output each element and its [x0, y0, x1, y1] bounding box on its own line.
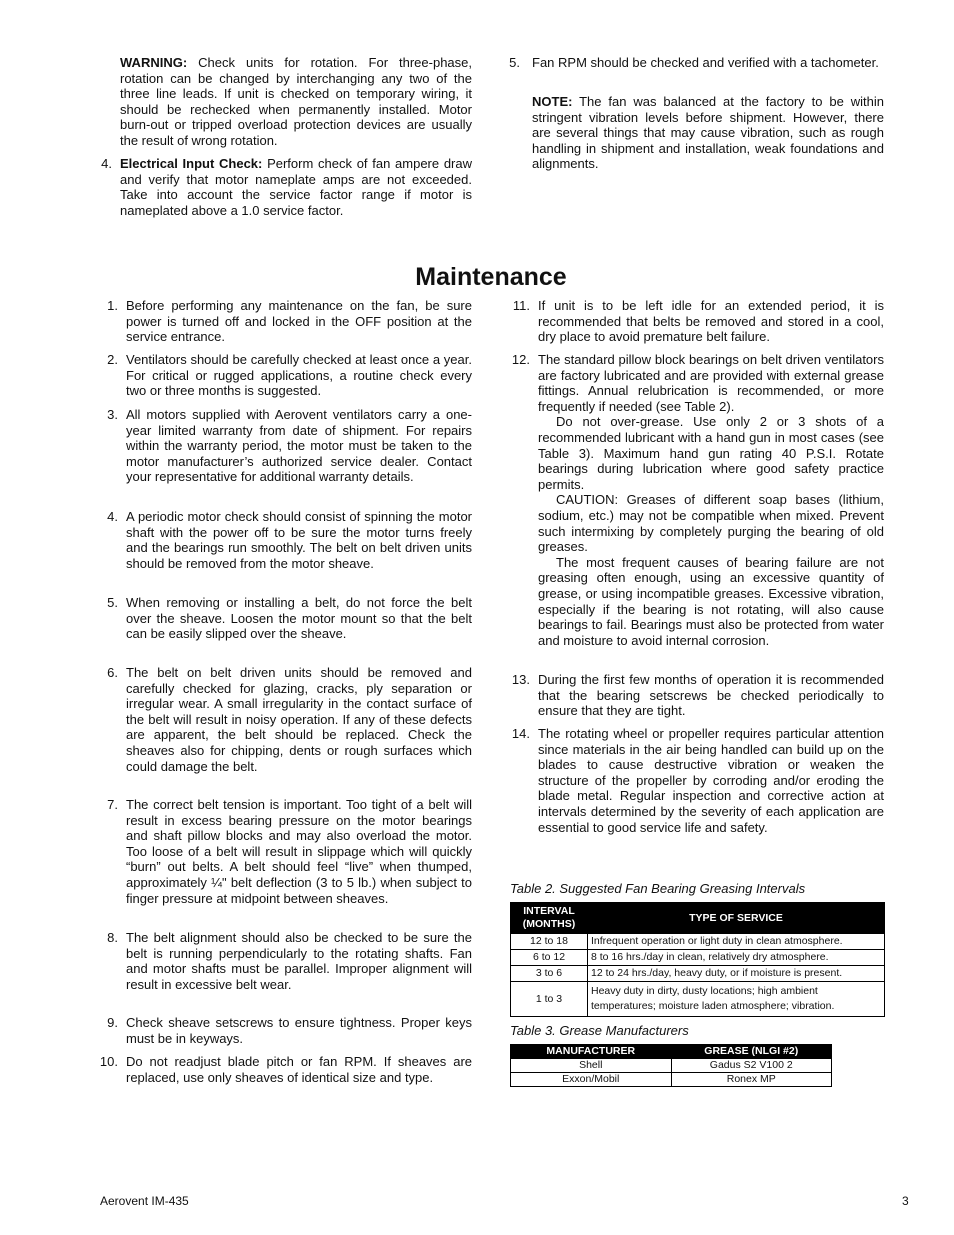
interval-cell: 6 to 12 — [511, 950, 588, 966]
warning-label: WARNING: — [120, 55, 188, 70]
list-text: Before performing any maintenance on the fan, be sure power is turned off and locked in the OFF position at the service entrance. — [126, 298, 472, 345]
table-row — [511, 982, 885, 1017]
list-number: 8. — [107, 930, 118, 945]
table2-caption: Table 2. Suggested Fan Bearing Greasing Intervals — [510, 881, 806, 896]
table3-caption: Table 3. Grease Manufacturers — [510, 1023, 689, 1038]
greasing-intervals-table — [510, 902, 885, 1017]
list-text: Check sheave setscrews to ensure tightness. Proper keys must be in keyways. — [126, 1015, 472, 1046]
grease-cell: Gadus S2 V100 2 — [671, 1059, 832, 1073]
list-text: If unit is to be left idle for an extended period, it is recommended that belts be removed and stored in a cool, dry place to avoid premature belt failure. — [538, 298, 884, 345]
list-text: The belt alignment should also be checked to be sure the belt is running perpendicularly to the rotating shafts. Fan and motor shafts must be parallel. Improper alignment will result in excessive belt wear. — [126, 930, 472, 992]
list-number: 10. — [99, 1054, 118, 1069]
interval-header — [511, 903, 588, 934]
grease-cell: Ronex MP — [671, 1073, 832, 1087]
note-paragraph — [532, 94, 884, 172]
footer-document-id: Aerovent IM-435 — [100, 1194, 189, 1208]
list-text: Ventilators should be carefully checked at least once a year. For critical or rugged applications, a routine check every two or three months is suggested. — [126, 352, 472, 399]
interval-header-line2: (MONTHS) — [522, 918, 576, 930]
list-number: 5. — [509, 55, 520, 70]
note-label: NOTE: — [532, 94, 573, 109]
service-header: TYPE OF SERVICE — [588, 903, 885, 934]
bearing-paragraph: Do not over-grease. Use only 2 or 3 shots of a recommended lubricant with a hand gun in most cases (see Table 3). Maximum hand gun rating 40 P.S.I. Rotate bearings during lubrication where good safety practice permits. — [538, 414, 884, 492]
list-number: 3. — [107, 407, 118, 422]
warning-text: Check units for rotation. For three-phase, rotation can be changed by interchanging any two of the three line leads. If unit is checked on temporary wiring, it should be rechecked when permanently installed. Motor burn-out or tripped overload protection devices are usually the result of wrong rotation. — [120, 55, 472, 148]
service-line: temperatures; moisture laden atmosphere; vibration. — [591, 1000, 835, 1012]
service-cell: Infrequent operation or light duty in clean atmosphere. — [588, 934, 885, 950]
service-cell: 8 to 16 hrs./day in clean, relatively dry atmosphere. — [588, 950, 885, 966]
list-number: 13. — [511, 672, 530, 687]
service-line: Heavy duty in dirty, dusty locations; high ambient — [591, 985, 818, 997]
list-number: 9. — [107, 1015, 118, 1030]
list-text: Do not readjust blade pitch or fan RPM. If sheaves are replaced, use only sheaves of identical size and type. — [126, 1054, 472, 1085]
list-number: 6. — [107, 665, 118, 680]
list-number: 12. — [511, 352, 530, 367]
list-number: 7. — [107, 797, 118, 812]
list-text: The belt on belt driven units should be removed and carefully checked for glazing, cracks, ply separation or irregular wear. A small irregularity in the contact surface of the belt will result in noisy operation. If any of these defects are apparent, the belt should be replaced. Check the sheaves also for chipping, dents or rough surfaces which could damage the belt. — [126, 665, 472, 774]
note-text: The fan was balanced at the factory to be within stringent vibration levels before shipment. However, there are several things that may cause vibration, such as rough handling in shipment and installation, weak foundations and alignments. — [532, 94, 884, 172]
grease-header: GREASE (NLGI #2) — [671, 1045, 832, 1059]
list-text: The correct belt tension is important. Too tight of a belt will result in excess bearing pressure on the motor bearings and shaft pillow blocks and may also overload the motor. Too loose of a belt will result in slippage which will quickly “burn” out belts. A belt should feel “live” when thumped, approximately ¼" belt deflection (3 to 5 lb.) when subject to finger pressure at midpoint between sheaves. — [126, 797, 472, 906]
electrical-input-label: Electrical Input Check: — [120, 156, 263, 171]
list-number: 1. — [107, 298, 118, 313]
manufacturer-cell: Shell — [511, 1059, 672, 1073]
list-text — [538, 352, 884, 648]
grease-manufacturers-table — [510, 1044, 832, 1087]
bearing-paragraph: The most frequent causes of bearing failure are not greasing often enough, using an excessive quantity of grease, or using incompatible greases. Excessive vibration, especially if the bearing is not rotating, will also cause bearings to fail. Bearings must also be protected from water and moisture to avoid internal corrosion. — [538, 554, 884, 648]
interval-cell: 3 to 6 — [511, 966, 588, 982]
table-header-row — [511, 1045, 832, 1059]
bearing-paragraph: CAUTION: Greases of different soap bases (lithium, sodium, etc.) may not be compatible when mixed. Prevent such intermixing by completely purging the bearing of old greases. — [538, 492, 884, 555]
list-text: All motors supplied with Aerovent ventilators carry a one-year limited warranty from date of shipment. For repairs within the warranty period, the motor must be taken to the motor manufacturer’s authorized service dealer. Contact your representative for additional warranty details. — [126, 407, 472, 485]
service-cell — [588, 982, 885, 1017]
list-number: 2. — [107, 352, 118, 367]
service-cell: 12 to 24 hrs./day, heavy duty, or if moisture is present. — [588, 966, 885, 982]
list-text: The rotating wheel or propeller requires particular attention since materials in the air being handled can build up on the blades to cause destructive vibration or weaken the structure of the propeller by corroding and/or eroding the blade metal. Regular inspection and corrective action at intervals determined by the severity of each application are essential to good service life and safety. — [538, 726, 884, 835]
interval-header-line1: INTERVAL — [523, 905, 575, 917]
table-row — [511, 1073, 832, 1087]
table-row — [511, 1059, 832, 1073]
bearing-paragraph: The standard pillow block bearings on belt driven ventilators are factory lubricated and are provided with external grease fittings. Annual relubrication is recommended, or more frequently if needed (see Table 2). — [538, 352, 884, 414]
manufacturer-cell: Exxon/Mobil — [511, 1073, 672, 1087]
interval-cell: 1 to 3 — [511, 982, 588, 1017]
page-number: 3 — [902, 1194, 909, 1208]
list-text: A periodic motor check should consist of spinning the motor shaft with the power off to be sure the motor turns freely and the bearings run smoothly. The belt on belt driven units should be removed from the motor sheave. — [126, 509, 472, 571]
list-item-bearings — [506, 352, 884, 664]
electrical-input-text: Perform check of fan ampere draw and verify that motor nameplate amps are not exceeded. Take into account the service factor range if motor is nameplated above a 1.0 service factor. — [120, 156, 472, 218]
list-number: 11. — [512, 298, 530, 313]
manufacturer-header: MANUFACTURER — [511, 1045, 672, 1059]
list-text: Fan RPM should be checked and verified with a tachometer. — [532, 55, 879, 70]
list-number: 4. — [101, 156, 112, 171]
table-row — [511, 950, 885, 966]
table-row — [511, 966, 885, 982]
list-number: 4. — [107, 509, 118, 524]
page-title: Maintenance — [415, 263, 567, 291]
table-row — [511, 934, 885, 950]
list-text — [120, 156, 472, 218]
warning-paragraph — [120, 55, 472, 149]
interval-cell: 12 to 18 — [511, 934, 588, 950]
list-number: 14. — [511, 726, 530, 741]
table-header-row — [511, 903, 885, 934]
list-number: 5. — [107, 595, 118, 610]
list-text: When removing or installing a belt, do not force the belt over the sheave. Loosen the motor mount so that the belt can be easily slipped over the sheave. — [126, 595, 472, 642]
list-text: During the first few months of operation it is recommended that the bearing setscrews be checked periodically to ensure that they are tight. — [538, 672, 884, 719]
